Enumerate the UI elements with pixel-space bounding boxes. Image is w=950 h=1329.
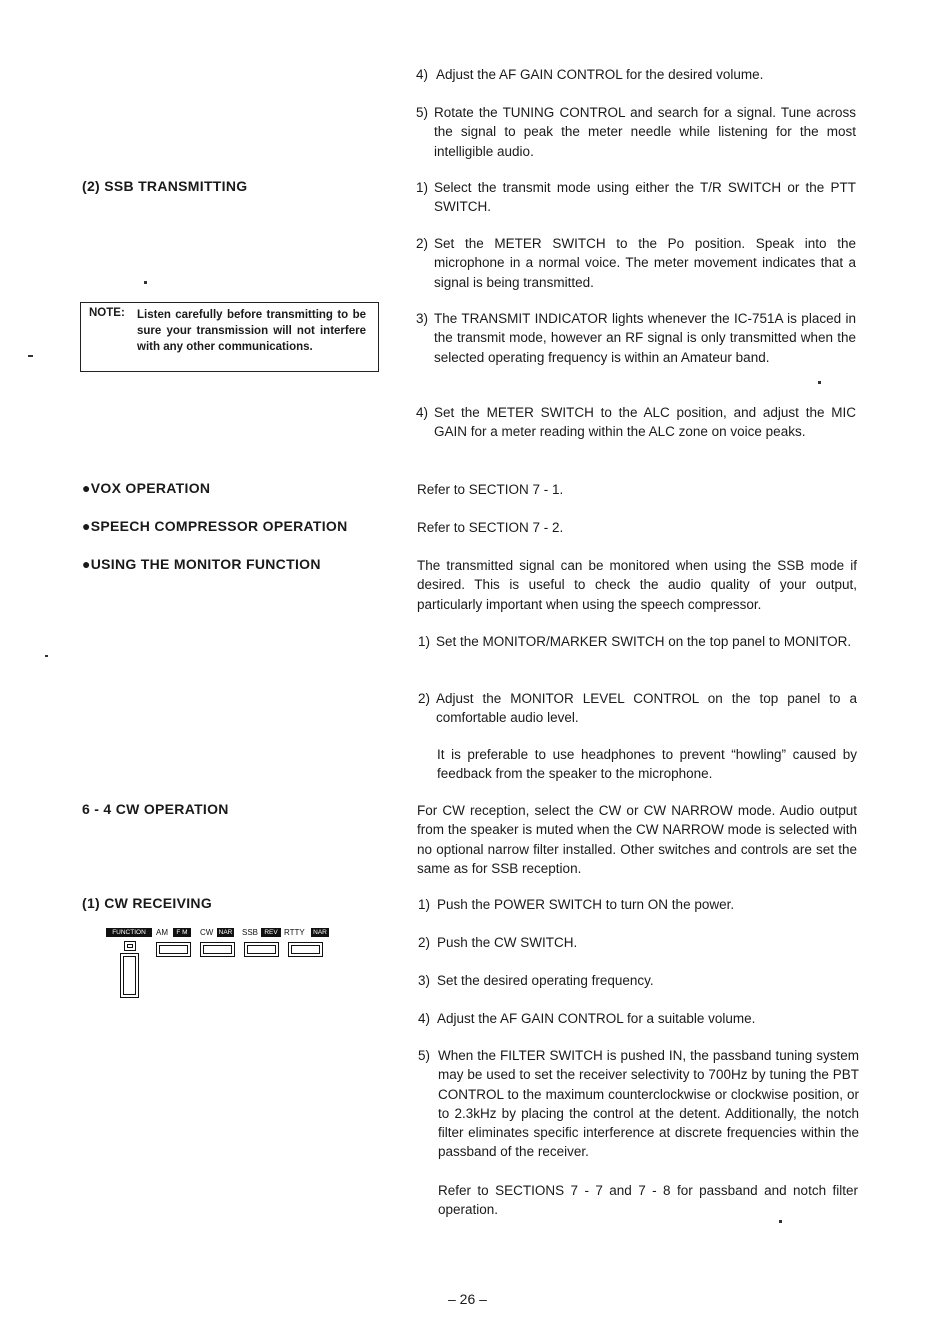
scan-speck xyxy=(28,355,33,357)
nar2-label: NAR xyxy=(311,928,329,937)
list-item xyxy=(418,1046,859,1162)
list-item xyxy=(418,689,857,728)
rtty-nar-button xyxy=(288,942,323,957)
item-text: Set the MONITOR/MARKER SWITCH on the top panel to MONITOR. xyxy=(436,634,852,649)
note-text: Listen carefully before transmitting to be sure your transmission will not interfere with any other communications. xyxy=(137,309,366,353)
ssb-transmitting-heading: (2) SSB TRANSMITTING xyxy=(82,178,248,194)
vox-operation-heading: ●VOX OPERATION xyxy=(82,480,211,496)
cw-receiving-heading: (1) CW RECEIVING xyxy=(82,895,213,911)
item-text: Rotate the TUNING CONTROL and search for a signal. Tune across the signal to peak the meter needle while listening for the most intelligible audio. xyxy=(434,105,856,159)
rev-label: REV xyxy=(261,928,281,937)
function-label: FUNCTION xyxy=(106,928,152,937)
item-text: Set the desired operating frequency. xyxy=(437,973,654,988)
tall-switch-button xyxy=(120,953,139,998)
item-number: 3) xyxy=(418,973,431,988)
cw-operation-heading: 6 - 4 CW OPERATION xyxy=(82,801,229,817)
vox-reference: Refer to SECTION 7 - 1. xyxy=(417,482,564,497)
item-number: 2) xyxy=(418,935,431,950)
item-number: 4) xyxy=(416,405,429,420)
list-item xyxy=(416,403,856,442)
item-number: 1) xyxy=(416,180,429,195)
item-number: 4) xyxy=(416,67,429,82)
note-box xyxy=(80,302,379,372)
scan-speck xyxy=(818,381,821,384)
note-label: NOTE: xyxy=(89,307,125,319)
page-number: – 26 – xyxy=(448,1291,487,1307)
am-label: AM xyxy=(156,928,168,937)
cw-nar-button xyxy=(200,942,235,957)
item-number: 2) xyxy=(418,691,431,706)
list-item xyxy=(418,632,857,651)
item-text: Adjust the AF GAIN CONTROL for the desired volume. xyxy=(436,67,764,82)
speech-compressor-heading: ●SPEECH COMPRESSOR OPERATION xyxy=(82,518,348,534)
monitor-note-paragraph: It is preferable to use headphones to prevent “howling” caused by feedback from the speaker to the microphone. xyxy=(437,747,857,782)
rtty-label: RTTY xyxy=(284,928,305,937)
item-text: Set the METER SWITCH to the Po position. Speak into the microphone in a normal voice. The meter movement indicates that a signal is being transmitted. xyxy=(434,236,856,290)
monitor-function-heading: ●USING THE MONITOR FUNCTION xyxy=(82,556,321,572)
item-text: When the FILTER SWITCH is pushed IN, the passband tuning system may be used to set the receiver selectivity to 700Hz by tuning the PBT CONTROL to the maximum counterclockwise or clockwise position, or to 2.3kHz by placing the control at the detent. Additionally, the notch filter eliminates specific interference at discrete frequencies within the passband of the receiver. xyxy=(438,1048,859,1160)
list-item xyxy=(418,895,858,914)
scan-speck xyxy=(779,1220,782,1223)
list-item xyxy=(416,309,856,367)
item-text: Set the METER SWITCH to the ALC position, and adjust the MIC GAIN for a meter reading within the ALC zone on voice peaks. xyxy=(434,405,856,440)
monitor-intro-paragraph: The transmitted signal can be monitored when using the SSB mode if desired. This is useful to check the audio quality of your output, particularly important when using the speech compressor. xyxy=(417,558,857,612)
item-text: The TRANSMIT INDICATOR lights whenever the IC-751A is placed in the transmit mode, however an RF signal is only transmitted when the selected operating frequency is within an Amateur band. xyxy=(434,311,856,365)
cw-refer-paragraph: Refer to SECTIONS 7 - 7 and 7 - 8 for passband and notch filter operation. xyxy=(438,1183,858,1218)
item-text: Select the transmit mode using either the T/R SWITCH or the PTT SWITCH. xyxy=(434,180,856,215)
ssb-label: SSB xyxy=(242,928,259,937)
list-item xyxy=(418,933,858,952)
item-number: 5) xyxy=(416,105,429,120)
list-item xyxy=(418,971,858,990)
scan-speck xyxy=(144,281,147,284)
item-number: 4) xyxy=(418,1011,431,1026)
item-text: Push the POWER SWITCH to turn ON the power. xyxy=(437,897,735,912)
mode-switch-panel-illustration xyxy=(106,928,336,1000)
item-text: Adjust the MONITOR LEVEL CONTROL on the top panel to a comfortable audio level. xyxy=(436,691,857,726)
item-number: 2) xyxy=(416,236,429,251)
list-item xyxy=(416,178,856,217)
item-number: 1) xyxy=(418,897,431,912)
am-fm-button xyxy=(156,942,191,957)
list-item xyxy=(416,103,856,161)
item-number: 5) xyxy=(418,1048,431,1063)
scan-speck xyxy=(45,655,48,657)
list-item xyxy=(418,1009,858,1028)
nar-label: NAR xyxy=(218,929,233,936)
cw-label: CW xyxy=(200,928,214,937)
item-text: Push the CW SWITCH. xyxy=(437,935,578,950)
list-item xyxy=(416,234,856,292)
cw-intro-paragraph: For CW reception, select the CW or CW NARROW mode. Audio output from the speaker is muted when the CW NARROW mode is selected with no optional narrow filter installed. Other switches and controls are set the same as for SSB reception. xyxy=(417,803,857,876)
item-number: 3) xyxy=(416,311,429,326)
ssb-rev-button xyxy=(244,942,279,957)
item-number: 1) xyxy=(418,634,431,649)
list-item xyxy=(416,65,856,84)
fm-label: F M xyxy=(173,928,191,937)
speech-compressor-reference: Refer to SECTION 7 - 2. xyxy=(417,520,564,535)
function-indicator-icon xyxy=(124,941,136,951)
item-text: Adjust the AF GAIN CONTROL for a suitable volume. xyxy=(437,1011,756,1026)
